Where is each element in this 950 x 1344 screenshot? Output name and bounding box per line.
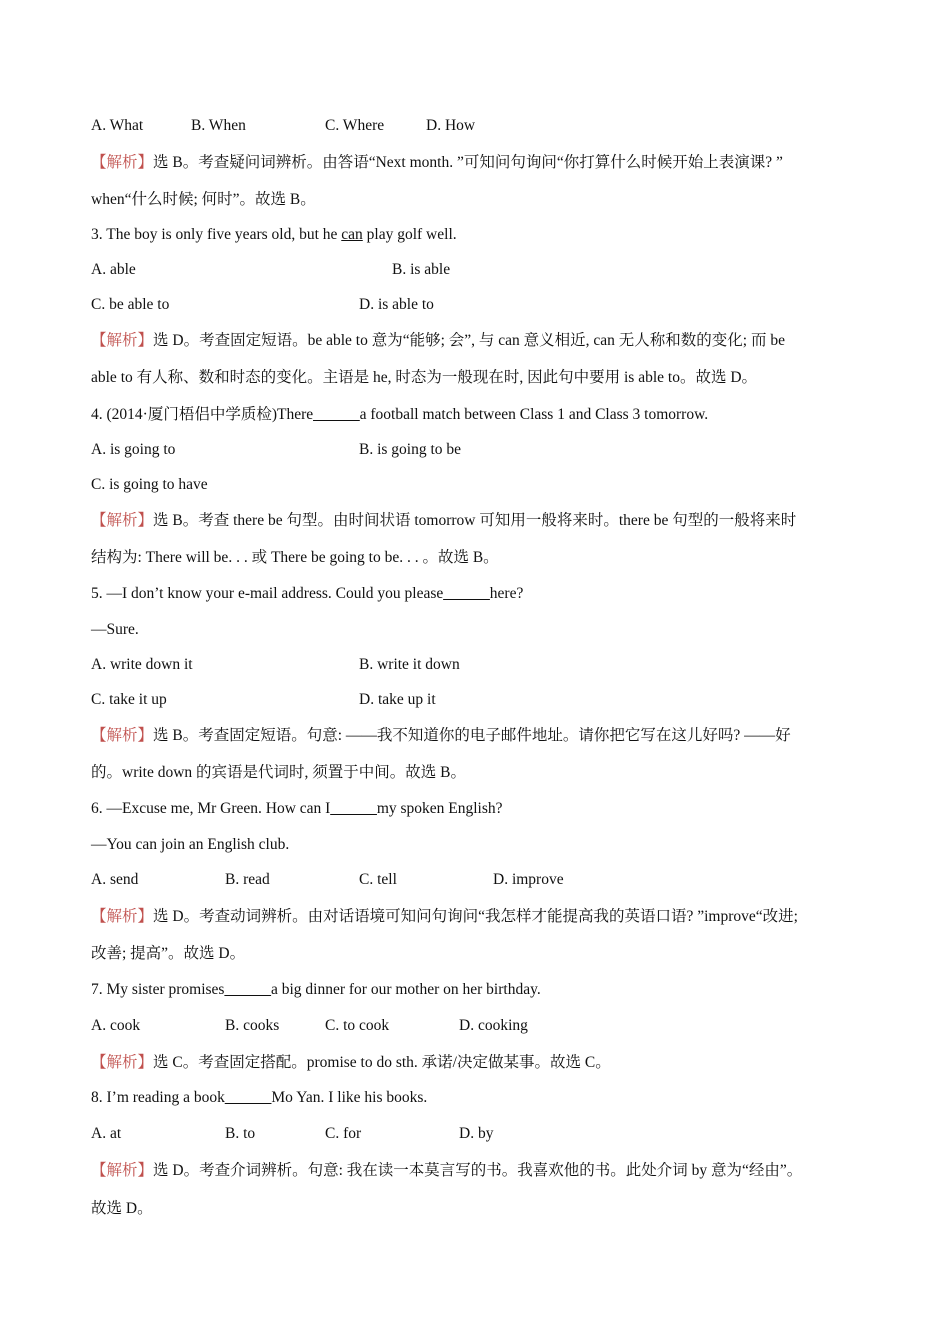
q5-analysis-text: 选 B。考查固定短语。句意: ——我不知道你的电子邮件地址。请你把它写在这儿好吗? ——好	[153, 727, 791, 744]
q7-analysis-line-1	[91, 1053, 611, 1073]
q3-stem-text-end: play golf well.	[362, 226, 457, 243]
q8-stem-text: 8. I’m reading a book	[91, 1089, 225, 1106]
q5-blank: ______	[443, 585, 490, 602]
q7-stem-text-end: a big dinner for our mother on her birthday.	[270, 981, 541, 998]
analysis-tag: 【解析】	[91, 1054, 154, 1071]
q6-option-b: B. read	[225, 871, 270, 888]
q7-option-c: C. to cook	[325, 1017, 390, 1034]
q4-analysis-text: 选 B。考查 there be 句型。由时间状语 tomorrow 可知用一般将来时。there be 句型的一般将来时	[153, 512, 797, 529]
q3-underlined-word: can	[341, 226, 363, 243]
q3-option-c: C. be able to	[91, 296, 170, 313]
q8-blank: ______	[224, 1089, 272, 1106]
q4-analysis-line-1	[91, 511, 796, 531]
q6-stem-text-end: my spoken English?	[376, 800, 503, 817]
q8-analysis-line-1	[91, 1161, 802, 1181]
q6-blank: ______	[330, 800, 377, 817]
q3-option-d: D. is able to	[359, 296, 434, 313]
q5-stem-text: 5. —I don’t know your e-mail address. Could you please	[91, 585, 444, 602]
q6-analysis-line-2: 改善; 提高”。故选 D。	[91, 945, 246, 962]
q8-option-d: D. by	[459, 1125, 494, 1142]
q3-analysis-line-1	[91, 331, 785, 351]
q5-option-a: A. write down it	[91, 656, 193, 673]
q7-stem-text: 7. My sister promises	[91, 981, 225, 998]
q7-option-a: A. cook	[91, 1017, 141, 1034]
q8-analysis-text: 选 D。考查介词辨析。句意: 我在读一本莫言写的书。我喜欢他的书。此处介词 by 意为“经由”。	[153, 1162, 803, 1179]
q7-option-d: D. cooking	[459, 1017, 528, 1034]
q3-option-b: B. is able	[392, 261, 451, 278]
q6-option-a: A. send	[91, 871, 139, 888]
q4-stem-text: 4. (2014·厦门梧侣中学质检)There	[91, 406, 314, 423]
q5-analysis-line-1	[91, 726, 791, 746]
q5-option-c: C. take it up	[91, 691, 167, 708]
q8-option-b: B. to	[225, 1125, 256, 1142]
q4-stem	[91, 405, 708, 425]
q3-stem-text: 3. The boy is only five years old, but he	[91, 226, 342, 243]
q4-option-b: B. is going to be	[359, 441, 462, 458]
q2-option-b: B. When	[191, 117, 246, 134]
analysis-tag: 【解析】	[91, 512, 154, 529]
q5-option-d: D. take up it	[359, 691, 436, 708]
q6-stem-text: 6. —Excuse me, Mr Green. How can I	[91, 800, 331, 817]
q6-stem	[91, 799, 503, 819]
q4-option-c: C. is going to have	[91, 476, 208, 493]
q6-option-c: C. tell	[359, 871, 397, 888]
q7-stem	[91, 980, 541, 1000]
q6-analysis-text: 选 D。考查动词辨析。由对话语境可知问句询问“我怎样才能提高我的英语口语? ”improve“改进;	[153, 908, 798, 925]
q3-stem	[91, 225, 457, 245]
q4-option-a: A. is going to	[91, 441, 176, 458]
analysis-tag: 【解析】	[91, 727, 154, 744]
q2-option-a: A. What	[91, 117, 144, 134]
q5-reply: —Sure.	[91, 621, 139, 638]
q2-option-c: C. Where	[325, 117, 385, 134]
q8-option-a: A. at	[91, 1125, 122, 1142]
analysis-tag: 【解析】	[91, 154, 154, 171]
q5-option-b: B. write it down	[359, 656, 460, 673]
q7-option-b: B. cooks	[225, 1017, 280, 1034]
q2-analysis-line-2: when“什么时候; 何时”。故选 B。	[91, 191, 316, 208]
q2-option-d: D. How	[426, 117, 476, 134]
q6-analysis-line-1	[91, 907, 798, 927]
q3-analysis-line-2: able to 有人称、数和时态的变化。主语是 he, 时态为一般现在时, 因此句中要用 is able to。故选 D。	[91, 369, 758, 386]
q8-stem-text-end: Mo Yan. I like his books.	[271, 1089, 428, 1106]
q3-analysis-text: 选 D。考查固定短语。be able to 意为“能够; 会”, 与 can 意义相近, can 无人称和数的变化; 而 be	[153, 332, 785, 349]
q5-stem	[91, 584, 523, 604]
analysis-tag: 【解析】	[91, 908, 154, 925]
q6-reply: —You can join an English club.	[91, 836, 290, 853]
q8-analysis-line-2: 故选 D。	[91, 1200, 153, 1217]
q5-analysis-line-2: 的。write down 的宾语是代词时, 须置于中间。故选 B。	[91, 764, 467, 781]
q2-analysis-line-1	[91, 153, 783, 173]
q8-option-c: C. for	[325, 1125, 362, 1142]
q4-stem-text-end: a football match between Class 1 and Class 3 tomorrow.	[359, 406, 709, 423]
q2-analysis-text: 选 B。考查疑问词辨析。由答语“Next month. ”可知问句询问“你打算什么时候开始上表演课? ”	[153, 154, 783, 171]
q6-option-d: D. improve	[493, 871, 564, 888]
q4-blank: ______	[313, 406, 360, 423]
analysis-tag: 【解析】	[91, 332, 154, 349]
analysis-tag: 【解析】	[91, 1162, 154, 1179]
q4-analysis-line-2: 结构为: There will be. . . 或 There be going to be. . . 。故选 B。	[91, 549, 499, 566]
q7-blank: ______	[224, 981, 271, 998]
q7-analysis-text: 选 C。考查固定搭配。promise to do sth. 承诺/决定做某事。故选 C。	[153, 1054, 611, 1071]
q5-stem-text-end: here?	[489, 585, 524, 602]
q3-option-a: A. able	[91, 261, 136, 278]
q8-stem	[91, 1088, 427, 1108]
